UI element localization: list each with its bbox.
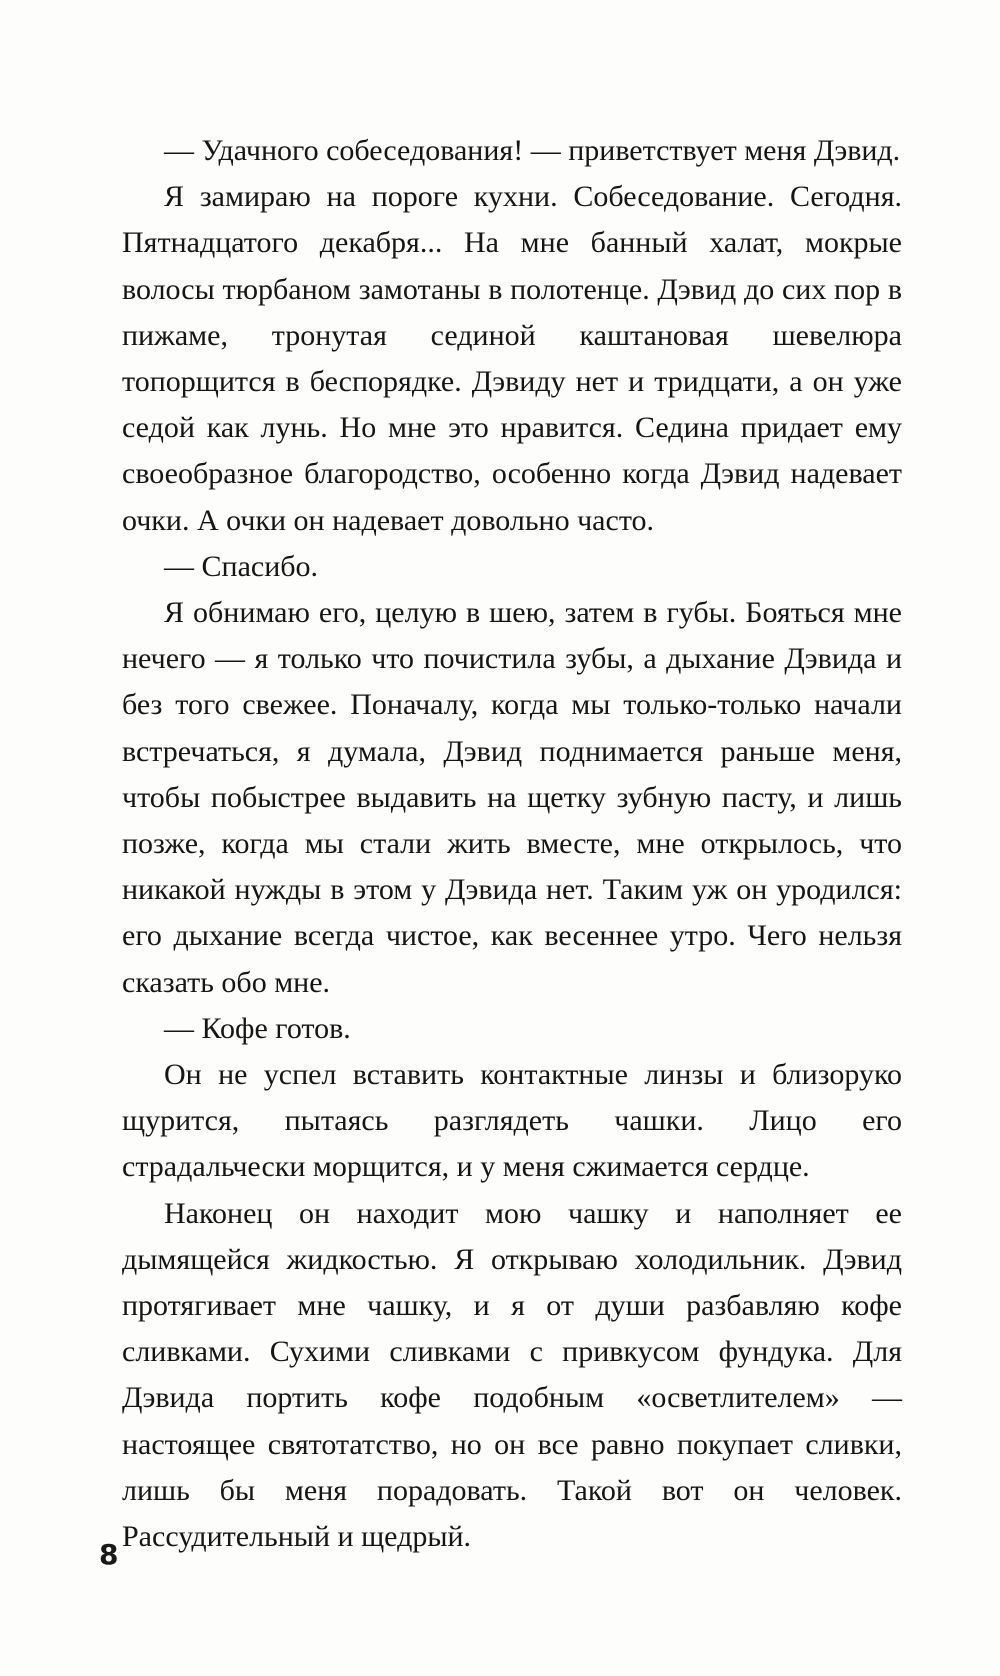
paragraph-7: Наконец он находит мою чашку и наполняет ее дымящейся жидкостью. Я открываю холодильник. Дэвид протягивает мне чашку, и я от души разбавляю кофе сливками. Сухими сливками с привкусом фундука. Для Дэвида портить кофе подобным «осветлителем» — настоящее святотатство, но он все равно покупает сливки, лишь бы меня порадовать. Такой вот он человек. Рассудительный и щедрый.	[122, 1196, 902, 1554]
paragraph-6: Он не успел вставить контактные линзы и близоруко щурится, пытаясь разглядеть чашки. Лицо его страдальчески морщится, и у меня сжимается сердце.	[122, 1058, 902, 1184]
paragraph-3: — Спасибо.	[164, 549, 319, 583]
paragraph-1: — Удачного собеседования! — приветствует меня Дэвид.	[164, 134, 901, 167]
paragraph-4: Я обнимаю его, целую в шею, затем в губы. Бояться мне нечего — я только что почистила зубы, а дыхание Дэвида и без того свежее. Поначалу, когда мы только-только начали встречаться, я думала, Дэвид поднимается раньше меня, чтобы побыстрее выдавить на щетку зубную пасту, и лишь позже, когда мы стали жить вместе, мне открылось, что никакой нужды в этом у Дэвида нет. Таким уж он уродился: его дыхание всегда чистое, как весеннее утро. Чего нельзя сказать обо мне.	[122, 596, 902, 999]
page-number: 8	[99, 1538, 119, 1571]
paragraph-5: — Кофе готов.	[164, 1011, 351, 1045]
body-text	[122, 128, 902, 1560]
paragraph-2: Я замираю на пороге кухни. Собеседование. Сегодня. Пятнадцатого декабря... На мне банный халат, мокрые волосы тюрбаном замотаны в полотенце. Дэвид до сих пор в пижаме, тронутая сединой каштановая шевелюра топорщится в беспорядке. Дэвиду нет и тридцати, а он уже седой как лунь. Но мне это нравится. Седина придает ему своеобразное благородство, особенно когда Дэвид надевает очки. А очки он надевает довольно часто.	[122, 180, 902, 537]
